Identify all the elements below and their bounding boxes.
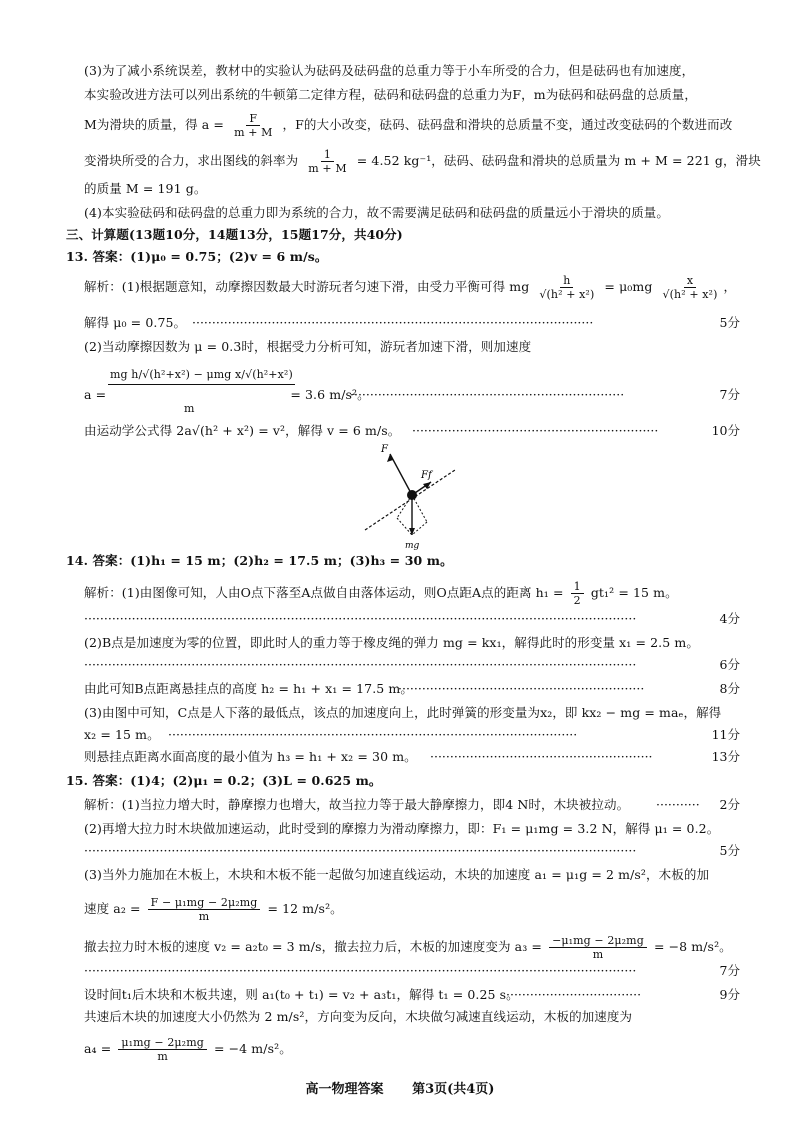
text-span: = μ₀mg xyxy=(604,279,653,294)
frac-den: √(h² + x²) xyxy=(539,288,595,301)
frac-num: h xyxy=(560,274,573,288)
frac-num: F xyxy=(246,112,260,126)
frac-num: 1 xyxy=(321,148,334,162)
text-line: 本实验改进方法可以列出系统的牛顿第二定律方程，砝码和砝码盘的总重力为F，m为砝码和砝码盘的总质量， xyxy=(84,87,697,102)
dot-leader: ·································· xyxy=(506,987,642,1002)
text-span: a₄ = xyxy=(84,1041,112,1056)
text-line xyxy=(84,934,740,961)
text-line: 解析：(1)当拉力增大时，静摩擦力也增大，故当拉力等于最大静摩擦力，即4 N时，木块被拉动。 xyxy=(84,797,630,812)
label-f: F xyxy=(381,444,388,455)
score: 4分 xyxy=(719,611,740,626)
fraction xyxy=(660,274,721,301)
score: 8分 xyxy=(719,681,740,696)
fraction xyxy=(536,274,597,301)
text-line: (3)由图中可知，C点是人下落的最低点，该点的加速度向上，此时弹簧的形变量为x₂，即 kx₂ − mg = maₑ，解得 xyxy=(84,705,722,720)
text-span: = −8 m/s²。 xyxy=(653,939,732,954)
force-f-arrow xyxy=(390,454,412,495)
text-line: 则悬挂点距离水面高度的最小值为 h₃ = h₁ + x₂ = 30 m。 xyxy=(84,749,417,764)
dot-leader: ······························································ xyxy=(412,423,659,438)
score: 5分 xyxy=(719,843,740,858)
arrow-head xyxy=(423,482,431,489)
frac-den: √(h² + x²) xyxy=(662,288,718,301)
eq-numerator: mg h/√(h²+x²) − μmg x/√(h²+x²) xyxy=(108,366,295,385)
score: 2分 xyxy=(719,797,740,812)
q15-answer: 15. 答案：(1)4；(2)μ₁ = 0.2；(3)L = 0.625 m。 xyxy=(66,773,382,788)
text-line xyxy=(84,896,740,923)
text-line: x₂ = 15 m。 xyxy=(84,727,160,742)
text-line: 共速后木块的加速度大小仍然为 2 m/s²，方向变为反向，木块做匀减速直线运动，木板的加速度为 xyxy=(84,1009,633,1024)
eq-denominator: m xyxy=(184,402,195,415)
text-span: gt₁² = 15 m。 xyxy=(590,585,678,600)
text-span: 解析：(1)根据题意知，动摩擦因数最大时游玩者匀速下滑，由受力平衡可得 mg xyxy=(84,279,530,294)
frac-den: m xyxy=(198,910,210,923)
frac-den: 2 xyxy=(573,594,581,607)
frac-num: μ₁mg − 2μ₂mg xyxy=(118,1036,206,1050)
incline-line xyxy=(365,470,455,530)
text-line xyxy=(84,580,740,607)
dot-leader: ························································ xyxy=(430,749,653,764)
dot-leader: ······································································································· xyxy=(168,727,578,742)
text-line: (2)再增大拉力时木块做加速运动，此时受到的摩擦力为滑动摩擦力，即：F₁ = μ₁mg = 3.2 N，解得 μ₁ = 0.2。 xyxy=(84,821,720,836)
fraction xyxy=(549,934,647,961)
score: 7分 xyxy=(719,963,740,978)
fraction xyxy=(118,1036,206,1063)
text-line: (3)当外力施加在木板上，木块和木板不能一起做匀加速直线运动，木块的加速度 a₁ = μ₁g = 2 m/s²，木板的加 xyxy=(84,867,710,882)
body-dot xyxy=(407,490,417,500)
text-line: 的质量 M = 191 g。 xyxy=(84,181,207,196)
text-span: ，F的大小改变，砝码、砝码盘和滑块的总质量不变，通过改变砝码的个数进而改 xyxy=(282,117,733,132)
text-span: M为滑块的质量，得 a = xyxy=(84,117,224,132)
frac-num: F − μ₁mg − 2μ₂mg xyxy=(148,896,261,910)
text-line: (2)B点是加速度为零的位置，即此时人的重力等于橡皮绳的弹力 mg = kx₁，解得此时的形变量 x₁ = 2.5 m。 xyxy=(84,635,699,650)
fraction xyxy=(148,896,261,923)
fraction xyxy=(305,148,349,175)
score: 13分 xyxy=(711,749,740,764)
q13-answer: 13. 答案：(1)μ₀ = 0.75；(2)v = 6 m/s。 xyxy=(66,249,328,264)
force-diagram xyxy=(355,440,465,555)
dot-leader: ··········································································································································· xyxy=(84,611,637,626)
text-span: a = xyxy=(84,387,107,402)
frac-den: m + M xyxy=(234,126,273,139)
text-line: (4)本实验砝码和砝码盘的总重力即为系统的合力，故不需要满足砝码和砝码盘的质量远小于滑块的质量。 xyxy=(84,205,670,220)
score: 7分 xyxy=(719,387,740,402)
text-line xyxy=(84,112,740,139)
frac-den: m + M xyxy=(308,162,347,175)
text-line xyxy=(84,1036,740,1063)
text-line: 设时间t₁后木块和木板共速，则 a₁(t₀ + t₁) = v₂ + a₃t₁，解得 t₁ = 0.25 s。 xyxy=(84,987,519,1002)
label-ff: Ff xyxy=(421,470,432,481)
text-span: 解析：(1)由图像可知，人由O点下落至A点做自由落体运动，则O点距A点的距离 h₁ = xyxy=(84,585,564,600)
score: 10分 xyxy=(711,423,740,438)
score: 11分 xyxy=(711,727,740,742)
text-line: 解得 μ₀ = 0.75。 xyxy=(84,315,187,330)
frac-num: x xyxy=(684,274,696,288)
frac-den: m xyxy=(157,1050,168,1063)
footer-page: 第3页(共4页) xyxy=(412,1082,495,1097)
dot-leader: ··········································································································································· xyxy=(84,657,637,672)
text-line: 由此可知B点距离悬挂点的高度 h₂ = h₁ + x₁ = 17.5 m。 xyxy=(84,681,413,696)
frac-num: 1 xyxy=(571,580,584,594)
arrow-head xyxy=(409,528,415,535)
dot-leader: ··········································································································································· xyxy=(84,963,637,978)
text-span: = 3.6 m/s²。 xyxy=(290,387,370,402)
text-line: 由运动学公式得 2a√(h² + x²) = v²，解得 v = 6 m/s。 xyxy=(84,423,401,438)
fraction xyxy=(231,112,275,139)
dot-leader: ······························································ xyxy=(398,681,645,696)
dot-leader: ····································································································· xyxy=(192,315,594,330)
dot-leader: ····································································· xyxy=(350,387,625,402)
dot-leader: ··········· xyxy=(656,797,700,812)
text-line: (3)为了减小系统误差，教材中的实验认为砝码及砝码盘的总重力等于小车所受的合力，但是砝码也有加速度， xyxy=(84,63,695,78)
dot-leader: ··········································································································································· xyxy=(84,843,637,858)
text-span: = 4.52 kg⁻¹，砝码、砝码盘和滑块的总质量为 m + M = 221 g，滑块 xyxy=(356,153,761,168)
score: 5分 xyxy=(719,315,740,330)
text-line xyxy=(84,148,761,175)
text-line: 解析：(1)根据题意知，动摩擦因数最大时游玩者匀速下滑，由受力平衡可得 mg $\frac{h}{\text{√(h² + x²)}}$ = μ₀mg $\frac{x}{\text{√(h² + x²)}}$ ， xyxy=(84,274,737,301)
text-span: 变滑块所受的合力，求出图线的斜率为 xyxy=(84,153,299,168)
q14-answer: 14. 答案：(1)h₁ = 15 m；(2)h₂ = 17.5 m；(3)h₃ = 30 m。 xyxy=(66,553,453,568)
footer-title: 高一物理答案 xyxy=(305,1082,384,1097)
text-span: = −4 m/s²。 xyxy=(213,1041,292,1056)
component-line xyxy=(397,518,412,535)
label-mg: mg xyxy=(405,541,420,551)
frac-den: m xyxy=(592,948,604,961)
text-span: 撤去拉力时木板的速度 v₂ = a₂t₀ = 3 m/s，撤去拉力后，木板的加速度变为 a₃ = xyxy=(84,939,542,954)
score: 9分 xyxy=(719,987,740,1002)
page-footer xyxy=(0,1078,800,1097)
text-span: = 12 m/s²。 xyxy=(267,901,343,916)
score: 6分 xyxy=(719,657,740,672)
fraction xyxy=(571,580,584,607)
text-line: (2)当动摩擦因数为 μ = 0.3时，根据受力分析可知，游玩者加速下滑，则加速度 xyxy=(84,339,532,354)
frac-num: −μ₁mg − 2μ₂mg xyxy=(549,934,647,948)
section-heading: 三、计算题(13题10分，14题13分，15题17分，共40分) xyxy=(66,227,403,242)
text-span: 速度 a₂ = xyxy=(84,901,141,916)
